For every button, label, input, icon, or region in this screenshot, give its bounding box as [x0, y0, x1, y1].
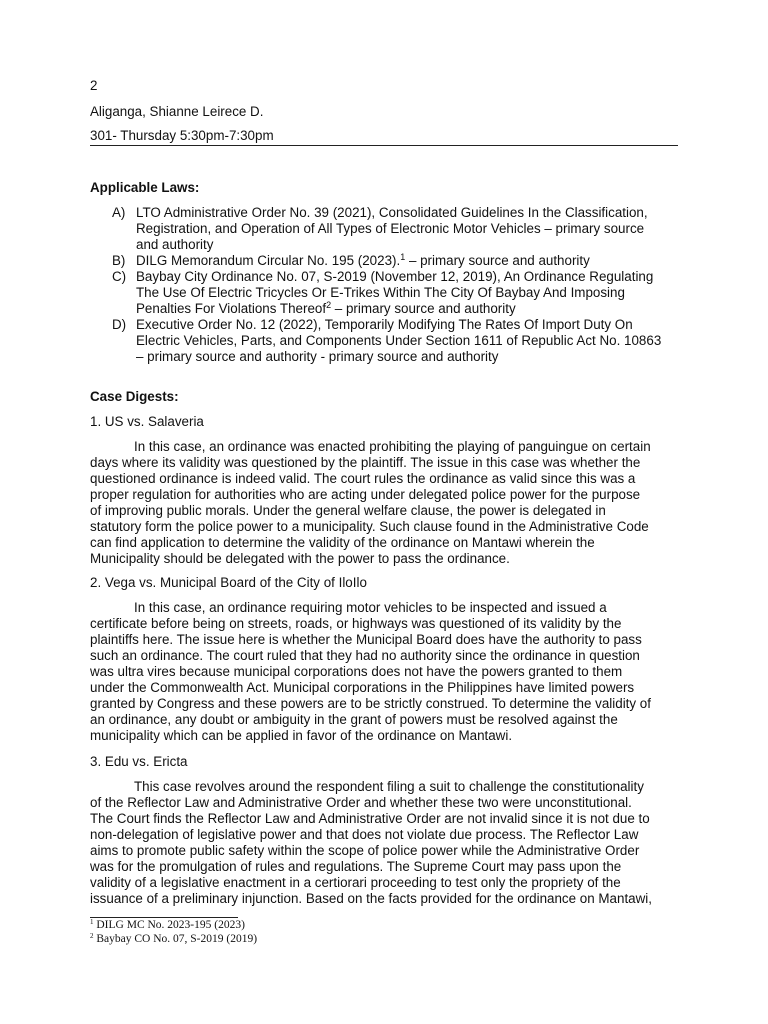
header-divider — [90, 145, 678, 146]
law-text-line: LTO Administrative Order No. 39 (2021), Consolidated Guidelines In the Classification, — [136, 205, 648, 220]
paragraph-line: statutory form the police power to a municipality. Such clause found in the Administrative Code — [90, 519, 649, 534]
case-title: 1. US vs. Salaveria — [90, 414, 204, 429]
footnote-ref-1: 1 — [400, 252, 406, 262]
footnote-separator — [90, 917, 238, 918]
law-text-line: – primary source and authority - primary source and authority — [136, 349, 499, 364]
footnote-ref-2: 2 — [326, 300, 332, 310]
law-letter: B) — [112, 253, 126, 268]
paragraph-line: proper regulation for authorities who are acting under delegated police power for the purpose — [90, 487, 641, 502]
law-item — [90, 205, 680, 253]
paragraph-line: plaintiffs here. The issue here is whether the Municipal Board does have the authority to pass — [90, 632, 642, 647]
paragraph-line: under the Commonwealth Act. Municipal corporations in the Philippines have limited powers — [90, 680, 635, 695]
law-letter: C) — [112, 269, 127, 284]
footnote-mark: 2 — [90, 932, 94, 940]
law-text: DILG Memorandum Circular No. 195 (2023). — [136, 253, 401, 268]
law-text: – primary source and authority — [331, 301, 516, 316]
paragraph-line: days where its validity was questioned by the plaintiff. The issue in this case was whether the — [90, 455, 641, 470]
footnote — [90, 933, 257, 945]
applicable-laws-heading: Applicable Laws: — [90, 180, 200, 195]
paragraph-line: validity of a legislative enactment in a certiorari proceeding to test only the propriety of the — [90, 875, 621, 890]
law-item — [90, 253, 680, 269]
footnote-text: Baybay CO No. 07, S-2019 (2019) — [93, 933, 258, 945]
law-letter: A) — [112, 205, 126, 220]
law-text-line: Executive Order No. 12 (2022), Temporarily Modifying The Rates Of Import Duty On — [136, 317, 633, 332]
case-title: 3. Edu vs. Ericta — [90, 754, 188, 769]
paragraph-line: of improving public morals. Under the general welfare clause, the power is delegated in — [90, 503, 606, 518]
paragraph-line: The Court finds the Reflector Law and Administrative Order are not invalid since it is not due to — [90, 811, 650, 826]
page-number: 2 — [90, 78, 98, 93]
case-digest-paragraph — [90, 439, 680, 567]
law-text-line: Registration, and Operation of All Types of Electronic Motor Vehicles – primary source — [136, 221, 645, 236]
paragraph-line: granted by Congress and these powers are to be strictly construed. To determine the validity of — [90, 696, 651, 711]
footnote-mark: 1 — [90, 918, 94, 926]
document-page — [90, 0, 680, 1024]
law-item — [90, 269, 680, 317]
paragraph-line: certificate before being on streets, roads, or highways was questioned of its validity by the — [90, 616, 622, 631]
paragraph-line: of the Reflector Law and Administrative Order and whether these two were unconstitutional. — [90, 795, 632, 810]
law-item — [90, 317, 680, 365]
paragraph-line: This case revolves around the respondent filing a suit to challenge the constitutionality — [134, 779, 644, 794]
law-text-line: and authority — [136, 237, 214, 252]
case-digests-heading: Case Digests: — [90, 389, 179, 404]
law-text-line: The Use Of Electric Tricycles Or E-Trikes Within The City Of Baybay And Imposing — [136, 285, 625, 300]
law-text-line — [136, 253, 680, 269]
law-text-line: Baybay City Ordinance No. 07, S-2019 (November 12, 2019), An Ordinance Regulating — [136, 269, 654, 284]
law-text: – primary source and authority — [405, 253, 590, 268]
paragraph-line: can find application to determine the validity of the ordinance on Mantawi wherein the — [90, 535, 595, 550]
case-digest-paragraph — [90, 600, 680, 744]
footnote — [90, 919, 245, 931]
paragraph-line: In this case, an ordinance requiring motor vehicles to be inspected and issued a — [134, 600, 607, 615]
case-title: 2. Vega vs. Municipal Board of the City of IloIlo — [90, 575, 367, 590]
paragraph-line: was for the promulgation of rules and regulations. The Supreme Court may pass upon the — [90, 859, 622, 874]
paragraph-line: questioned ordinance is indeed valid. The court rules the ordinance as valid since this was a — [90, 471, 636, 486]
paragraph-line: aims to promote public safety within the scope of police power while the Administrative Order — [90, 843, 640, 858]
law-letter: D) — [112, 317, 127, 332]
paragraph-line: municipality which can be applied in favor of the ordinance on Mantawi. — [90, 728, 513, 743]
law-text-line — [136, 301, 680, 317]
paragraph-line: Municipality should be delegated with the power to pass the ordinance. — [90, 551, 510, 566]
law-text-line: Electric Vehicles, Parts, and Components Under Section 1611 of Republic Act No. 10863 — [136, 333, 662, 348]
applicable-laws-list — [90, 205, 680, 365]
paragraph-line: an ordinance, any doubt or ambiguity in the grant of powers must be resolved against the — [90, 712, 618, 727]
author-name: Aliganga, Shianne Leirece D. — [90, 104, 264, 119]
paragraph-line: such an ordinance. The court ruled that they had no authority since the ordinance in question — [90, 648, 640, 663]
paragraph-line: issuance of a preliminary injunction. Based on the facts provided for the ordinance on Mantawi, — [90, 891, 652, 906]
paragraph-line: non-delegation of legislative power and that does not violate due process. The Reflector Law — [90, 827, 639, 842]
paragraph-line: was ultra vires because municipal corporations does not have the powers granted to them — [90, 664, 623, 679]
class-schedule: 301- Thursday 5:30pm-7:30pm — [90, 128, 274, 143]
case-digest-paragraph — [90, 779, 680, 907]
paragraph-line: In this case, an ordinance was enacted prohibiting the playing of panguingue on certain — [134, 439, 651, 454]
law-text: Penalties For Violations Thereof — [136, 301, 327, 316]
footnote-text: DILG MC No. 2023-195 (2023) — [93, 919, 245, 931]
